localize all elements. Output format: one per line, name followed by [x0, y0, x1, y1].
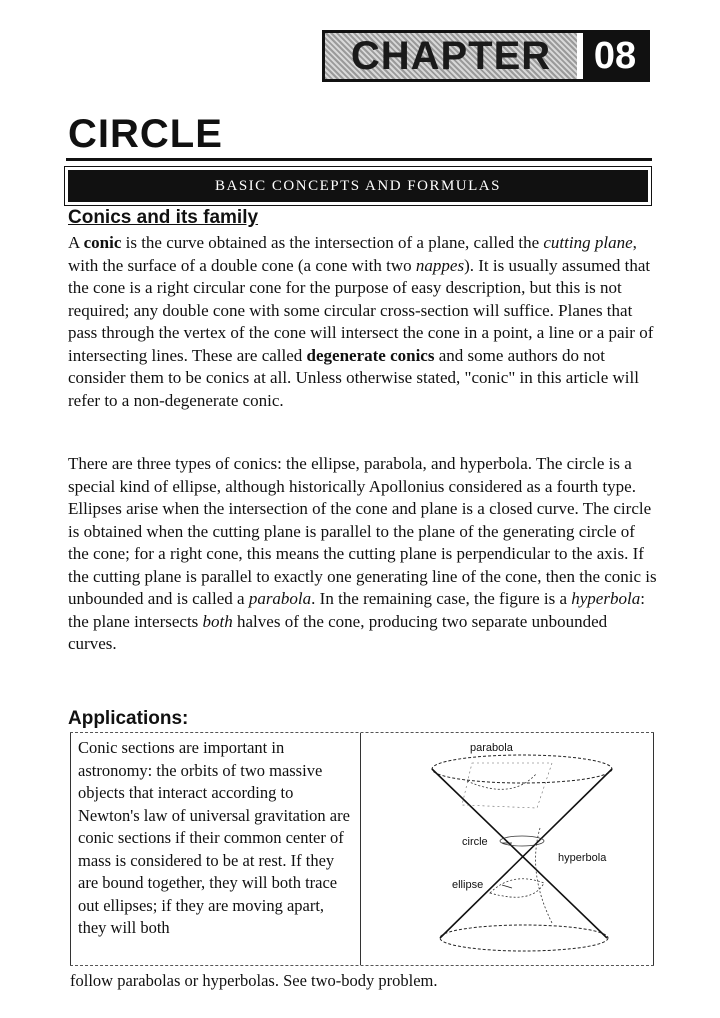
text-run: : the plane intersects	[68, 589, 645, 631]
text-run: and some authors do not consider them to be conics at all. Unless otherwise stated, "conic" in this article will refer to a non-degenerate conic.	[68, 345, 639, 410]
text-run: . In the remaining case, the figure is a	[311, 589, 572, 608]
term-conic: conic	[83, 233, 122, 252]
table-border-right	[653, 733, 654, 965]
chapter-label: CHAPTER	[325, 33, 577, 79]
term-both: both	[202, 611, 233, 631]
applications-text: Conic sections are important in astronomy: the orbits of two massive objects that interact according to Newton's law of universal gravitation are conic sections if their common center of mass is considered to be at rest. If they are bound together, they will both trace out ellipses; if they are moving apart, they will both	[78, 738, 350, 937]
text-run: A	[68, 233, 84, 252]
label-circle: circle	[462, 836, 488, 848]
title-divider	[66, 158, 652, 161]
term-parabola: parabola	[248, 589, 312, 608]
term-cutting-plane: cutting plane	[543, 233, 633, 252]
applications-text-continued: follow parabolas or hyperbolas. See two-body problem.	[70, 971, 438, 990]
text-run: ). It is usually assumed that the cone is a right circular cone for the purpose of easy description, but this is not required; any double cone with some circular cross-section will suffice. Planes that pass through the vertex of the cone will intersect the cone in a point, a line or a pair of intersecting lines. These are called	[68, 255, 654, 365]
table-border-left	[70, 733, 71, 965]
term-hyperbola: hyperbola	[571, 589, 641, 608]
term-degenerate-conics: degenerate conics	[306, 345, 435, 365]
parabola-plane	[462, 763, 552, 808]
applications-table	[70, 732, 654, 966]
label-ellipse: ellipse	[452, 879, 484, 891]
paragraph-conic-types	[68, 453, 658, 656]
label-hyperbola: hyperbola	[558, 852, 607, 864]
section-banner-label: BASIC CONCEPTS AND FORMULAS	[68, 170, 648, 202]
section-heading-applications: Applications:	[68, 708, 189, 729]
section-banner	[64, 166, 652, 206]
section-heading-conics: Conics and its family	[68, 207, 259, 228]
cone-top-rim	[432, 755, 612, 783]
text-run: halves of the cone, producing two separate unbounded curves.	[68, 611, 608, 653]
label-parabola: parabola	[470, 742, 513, 754]
text-run: , with the surface of a double cone (a cone with two	[68, 233, 637, 275]
cone-bottom-rim	[440, 925, 608, 951]
text-run: There are three types of conics: the ellipse, parabola, and hyperbola. The circle is a special kind of ellipse, although historically Apollonius considered as a fourth type. Ellipses arise when the intersection of the cone and plane is a closed curve. The circle is obtained when the cutting plane is parallel to the plane of the generating circle of the cone; for a right cone, this means the cutting plane is perpendicular to the axis. If the cutting plane is parallel to exactly one generating line of the cone, then the conic is unbounded and is called a	[68, 454, 657, 608]
page-title: CIRCLE	[68, 112, 223, 156]
chapter-number: 08	[577, 33, 647, 79]
paragraph-conic-definition	[68, 232, 658, 412]
ellipse-pointer	[502, 885, 512, 888]
table-border-middle	[360, 733, 361, 965]
chapter-header-box	[322, 30, 650, 82]
text-run: is the curve obtained as the intersection of a plane, called the	[121, 233, 544, 252]
conic-sections-figure	[362, 733, 652, 965]
term-nappes: nappes	[415, 255, 465, 275]
